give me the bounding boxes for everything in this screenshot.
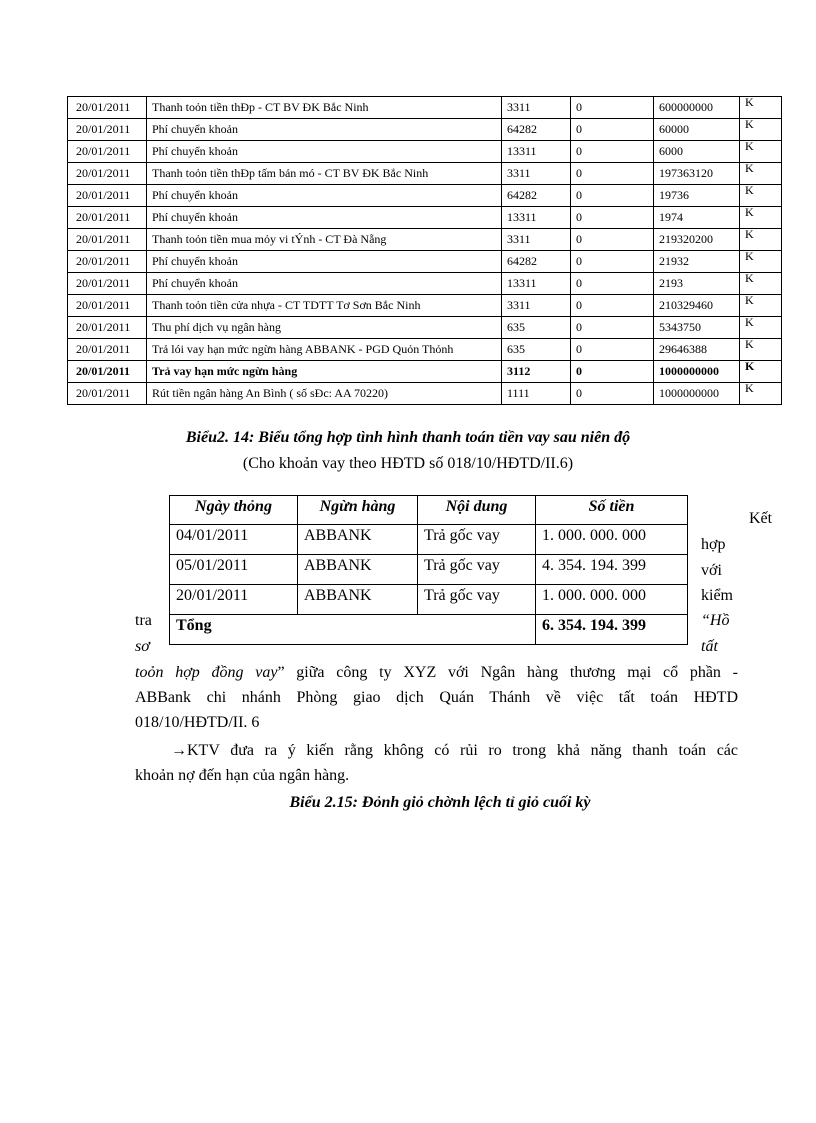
header-bank: Ngừn hàng (298, 496, 418, 525)
ledger-cell-description: Phí chuyển khoản (147, 251, 502, 273)
ledger-row (68, 163, 782, 185)
summary-row (170, 525, 688, 555)
ledger-cell-date: 20/01/2011 (68, 119, 147, 141)
ledger-cell-flag: K (740, 207, 782, 229)
ledger-cell-account: 3311 (502, 97, 571, 119)
side-word: sơ (135, 638, 150, 655)
ledger-cell-description: Phí chuyển khoản (147, 185, 502, 207)
summary-cell-bank: ABBANK (298, 525, 418, 555)
summary-cell-bank: ABBANK (298, 555, 418, 585)
ledger-cell-flag: K (740, 317, 782, 339)
ledger-cell-flag: K (740, 361, 782, 383)
ledger-cell-debit: 0 (571, 383, 654, 405)
summary-cell-amount: 1. 000. 000. 000 (536, 525, 688, 555)
header-date: Ngày thỏng (170, 496, 298, 525)
ledger-cell-amount: 6000 (654, 141, 740, 163)
ledger-cell-account: 64282 (502, 251, 571, 273)
ledger-cell-description: Phí chuyển khoản (147, 273, 502, 295)
ledger-cell-description: Thanh toỏn tiền mua mỏy vi tÝnh - CT Đà Nẵng (147, 229, 502, 251)
side-word: Kết (749, 510, 773, 527)
ledger-cell-date: 20/01/2011 (68, 251, 147, 273)
paragraph-line: khoản nợ đến hạn của ngân hàng. (135, 767, 350, 784)
side-word: “Hồ (701, 612, 730, 629)
ledger-cell-account: 13311 (502, 141, 571, 163)
ledger-cell-flag: K (740, 273, 782, 295)
ledger-row (68, 141, 782, 163)
ledger-cell-date: 20/01/2011 (68, 207, 147, 229)
ledger-table (67, 96, 782, 405)
ledger-row (68, 383, 782, 405)
ledger-cell-amount: 21932 (654, 251, 740, 273)
ledger-cell-debit: 0 (571, 295, 654, 317)
ledger-cell-description: Thanh toỏn tiền cửa nhựa - CT TDTT Tơ Sơn Bắc Ninh (147, 295, 502, 317)
summary-total-value: 6. 354. 194. 399 (536, 615, 688, 645)
ledger-cell-debit: 0 (571, 273, 654, 295)
paragraph-text: ” giữa công ty XYZ với Ngân hàng thương mại cổ phần - (277, 664, 739, 681)
header-amount: Số tiền (536, 496, 688, 525)
summary-cell-content: Trả gốc vay (418, 585, 536, 615)
ledger-cell-amount: 1000000000 (654, 383, 740, 405)
ledger-cell-date: 20/01/2011 (68, 141, 147, 163)
ledger-cell-account: 64282 (502, 185, 571, 207)
ledger-cell-amount: 219320200 (654, 229, 740, 251)
summary-cell-amount: 1. 000. 000. 000 (536, 585, 688, 615)
ledger-cell-description: Thu phí dịch vụ ngân hàng (147, 317, 502, 339)
summary-cell-date: 20/01/2011 (170, 585, 298, 615)
figure-caption-2-15: Biểu 2.15: Đỏnh giỏ chờnh lệch tỉ giỏ cuối kỳ (289, 794, 591, 811)
ledger-cell-amount: 197363120 (654, 163, 740, 185)
ledger-cell-amount: 600000000 (654, 97, 740, 119)
ledger-cell-amount: 1000000000 (654, 361, 740, 383)
ledger-cell-debit: 0 (571, 163, 654, 185)
summary-total-row (170, 615, 688, 645)
ledger-cell-amount: 5343750 (654, 317, 740, 339)
ledger-cell-debit: 0 (571, 361, 654, 383)
ledger-cell-date: 20/01/2011 (68, 317, 147, 339)
ledger-cell-flag: K (740, 141, 782, 163)
ledger-cell-account: 3112 (502, 361, 571, 383)
ledger-cell-date: 20/01/2011 (68, 273, 147, 295)
ledger-cell-debit: 0 (571, 185, 654, 207)
loan-payment-summary-table (169, 495, 688, 645)
ledger-cell-flag: K (740, 295, 782, 317)
ledger-cell-amount: 29646388 (654, 339, 740, 361)
ledger-cell-flag: K (740, 383, 782, 405)
summary-total-label: Tổng (170, 615, 536, 645)
summary-cell-content: Trả gốc vay (418, 555, 536, 585)
summary-row (170, 585, 688, 615)
ledger-cell-account: 3311 (502, 295, 571, 317)
ledger-row (68, 229, 782, 251)
ledger-cell-amount: 60000 (654, 119, 740, 141)
paragraph-line: →KTV đưa ra ý kiến rằng không có rủi ro trong khả năng thanh toán các (171, 742, 738, 759)
ledger-cell-description: Trả vay hạn mức ngừn hàng (147, 361, 502, 383)
side-word: tất (701, 638, 718, 655)
ledger-cell-date: 20/01/2011 (68, 163, 147, 185)
auditor-opinion-paragraph (135, 738, 738, 788)
summary-row (170, 555, 688, 585)
ledger-row (68, 361, 782, 383)
ledger-row (68, 97, 782, 119)
ledger-cell-date: 20/01/2011 (68, 361, 147, 383)
paragraph-line: ABBank chi nhánh Phòng giao dịch Quán Thánh về việc tất toán HĐTD (135, 689, 738, 706)
ledger-cell-debit: 0 (571, 339, 654, 361)
ledger-row (68, 185, 782, 207)
ledger-cell-debit: 0 (571, 97, 654, 119)
side-word: tra (135, 612, 152, 629)
ledger-cell-flag: K (740, 119, 782, 141)
ledger-cell-debit: 0 (571, 141, 654, 163)
emphasis-text: toỏn hợp đồng vay (135, 664, 278, 681)
ledger-row (68, 339, 782, 361)
ledger-cell-date: 20/01/2011 (68, 339, 147, 361)
summary-cell-date: 04/01/2011 (170, 525, 298, 555)
ledger-cell-amount: 19736 (654, 185, 740, 207)
ledger-cell-debit: 0 (571, 119, 654, 141)
header-content: Nội dung (418, 496, 536, 525)
summary-cell-content: Trả gốc vay (418, 525, 536, 555)
figure-caption-2-14: Biểu2. 14: Biểu tổng hợp tình hình thanh toán tiền vay sau niên độ (185, 429, 631, 446)
ledger-row (68, 119, 782, 141)
ledger-cell-debit: 0 (571, 251, 654, 273)
ledger-cell-account: 13311 (502, 207, 571, 229)
ledger-cell-description: Phí chuyển khoản (147, 141, 502, 163)
ledger-cell-flag: K (740, 251, 782, 273)
ledger-cell-description: Trả lói vay hạn mức ngừn hàng ABBANK - PGD Quỏn Thỏnh (147, 339, 502, 361)
side-word: kiểm (701, 587, 733, 604)
side-word: hợp (701, 536, 726, 553)
ledger-cell-description: Phí chuyển khoản (147, 119, 502, 141)
summary-header-row (170, 496, 688, 525)
ledger-cell-debit: 0 (571, 207, 654, 229)
ledger-cell-debit: 0 (571, 229, 654, 251)
figure-caption-2-14-subtitle: (Cho khoản vay theo HĐTD số 018/10/HĐTD/II.6) (242, 455, 574, 472)
paragraph-line (135, 660, 738, 685)
summary-cell-bank: ABBANK (298, 585, 418, 615)
ledger-cell-description: Rút tiền ngân hàng An Bình ( số sÐc: AA 70220) (147, 383, 502, 405)
ledger-cell-amount: 1974 (654, 207, 740, 229)
ledger-cell-description: Phí chuyển khoản (147, 207, 502, 229)
ledger-cell-account: 635 (502, 317, 571, 339)
ledger-cell-account: 3311 (502, 229, 571, 251)
ledger-row (68, 207, 782, 229)
paragraph-line: 018/10/HĐTD/II. 6 (135, 714, 260, 731)
summary-cell-date: 05/01/2011 (170, 555, 298, 585)
ledger-cell-account: 3311 (502, 163, 571, 185)
ledger-cell-debit: 0 (571, 317, 654, 339)
ledger-cell-flag: K (740, 163, 782, 185)
ledger-cell-flag: K (740, 229, 782, 251)
ledger-cell-account: 13311 (502, 273, 571, 295)
side-word: với (701, 562, 722, 579)
ledger-cell-flag: K (740, 339, 782, 361)
ledger-row (68, 295, 782, 317)
ledger-cell-description: Thanh toỏn tiền thĐp - CT BV ĐK Bắc Ninh (147, 97, 502, 119)
ledger-body (68, 97, 782, 405)
ledger-cell-amount: 2193 (654, 273, 740, 295)
ledger-cell-account: 64282 (502, 119, 571, 141)
ledger-cell-account: 1111 (502, 383, 571, 405)
ledger-cell-date: 20/01/2011 (68, 97, 147, 119)
ledger-cell-flag: K (740, 185, 782, 207)
ledger-cell-description: Thanh toỏn tiền thĐp tấm bản mó - CT BV ĐK Bắc Ninh (147, 163, 502, 185)
conclusion-paragraph (135, 660, 738, 735)
ledger-cell-amount: 210329460 (654, 295, 740, 317)
ledger-cell-date: 20/01/2011 (68, 295, 147, 317)
summary-cell-amount: 4. 354. 194. 399 (536, 555, 688, 585)
ledger-cell-date: 20/01/2011 (68, 229, 147, 251)
ledger-row (68, 251, 782, 273)
ledger-cell-date: 20/01/2011 (68, 383, 147, 405)
ledger-row (68, 317, 782, 339)
ledger-row (68, 273, 782, 295)
ledger-cell-flag: K (740, 97, 782, 119)
ledger-cell-account: 635 (502, 339, 571, 361)
ledger-cell-date: 20/01/2011 (68, 185, 147, 207)
